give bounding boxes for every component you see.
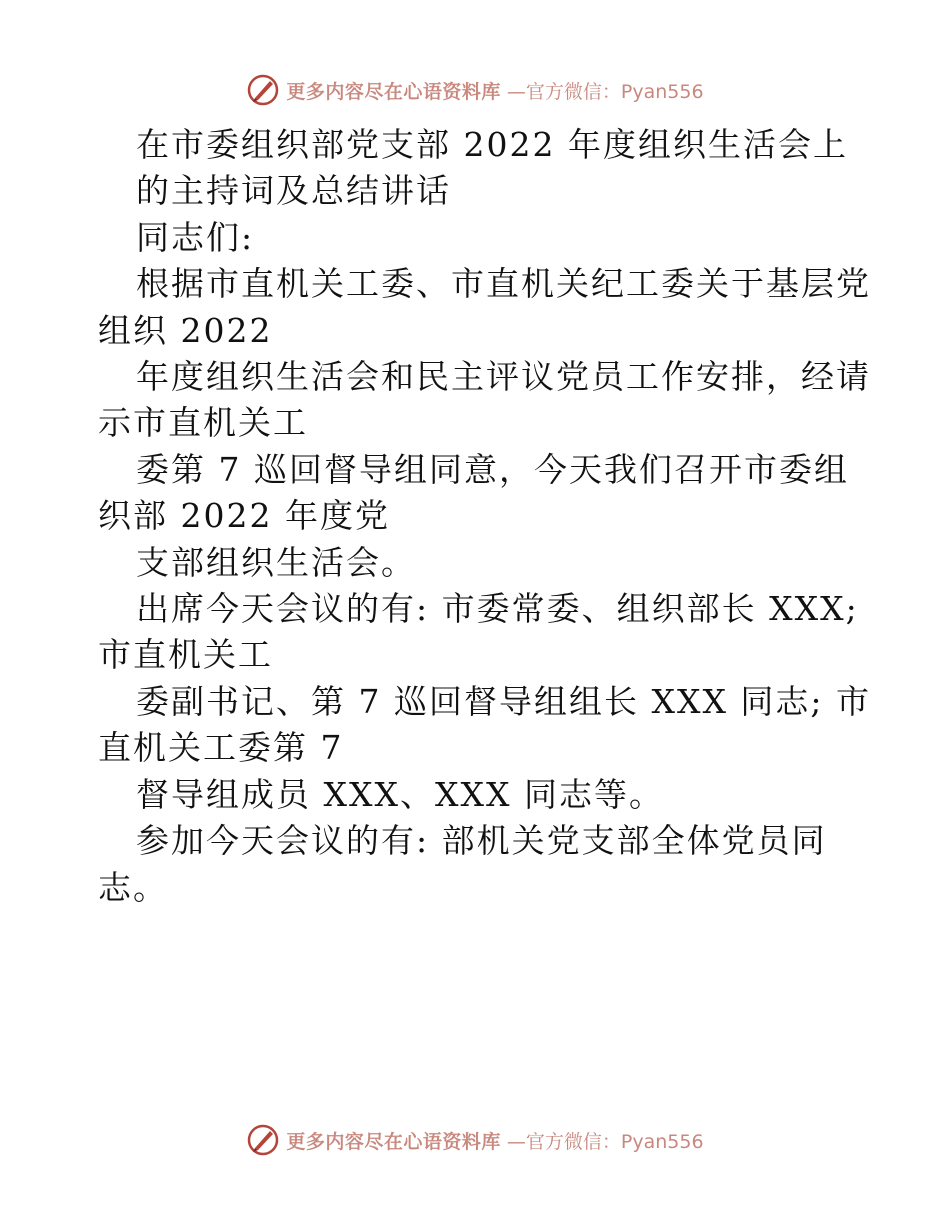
text-line: 织部 2022 年度党 [98, 496, 390, 536]
text-line: 的主持词及总结讲话 [136, 171, 451, 211]
footer-watermark [0, 1120, 950, 1160]
text-line: 参加今天会议的有: 部机关党支部全体党员同 [136, 821, 827, 861]
text-line: 委副书记、第 7 巡回督导组组长 XXX 同志; 市 [136, 681, 872, 721]
text-line: 年度组织生活会和民主评议党员工作安排，经请 [136, 357, 871, 397]
text-line: 在市委组织部党支部 2022 年度组织生活会上 [136, 125, 848, 164]
quill-pen-in-circle-icon [246, 73, 280, 107]
watermark-site-text: 更多内容尽在心语资料库 [286, 1130, 501, 1153]
watermark-wechat-text: —官方微信：Pyan556 [506, 1130, 704, 1153]
text-line: 志。 [98, 867, 168, 907]
text-line: 出席今天会议的有: 市委常委、组织部长 XXX; [136, 589, 859, 629]
document-body [98, 122, 878, 911]
quill-pen-in-circle-icon [246, 1123, 280, 1157]
text-line: 示市直机关工 [98, 403, 308, 443]
text-line: 市直机关工 [98, 635, 273, 675]
text-line: 委第 7 巡回督导组同意，今天我们召开市委组 [136, 449, 849, 489]
text-line: 根据市直机关工委、市直机关纪工委关于基层党 [136, 264, 871, 304]
text-line: 同志们: [136, 217, 255, 257]
text-line: 支部组织生活会。 [136, 542, 416, 582]
watermark-wechat-text: —官方微信：Pyan556 [506, 80, 704, 103]
text-line: 直机关工委第 7 [98, 728, 344, 768]
text-line: 组织 2022 [98, 310, 273, 350]
text-line: 督导组成员 XXX、XXX 同志等。 [136, 774, 664, 814]
header-watermark [0, 70, 950, 110]
watermark-site-text: 更多内容尽在心语资料库 [286, 80, 501, 103]
